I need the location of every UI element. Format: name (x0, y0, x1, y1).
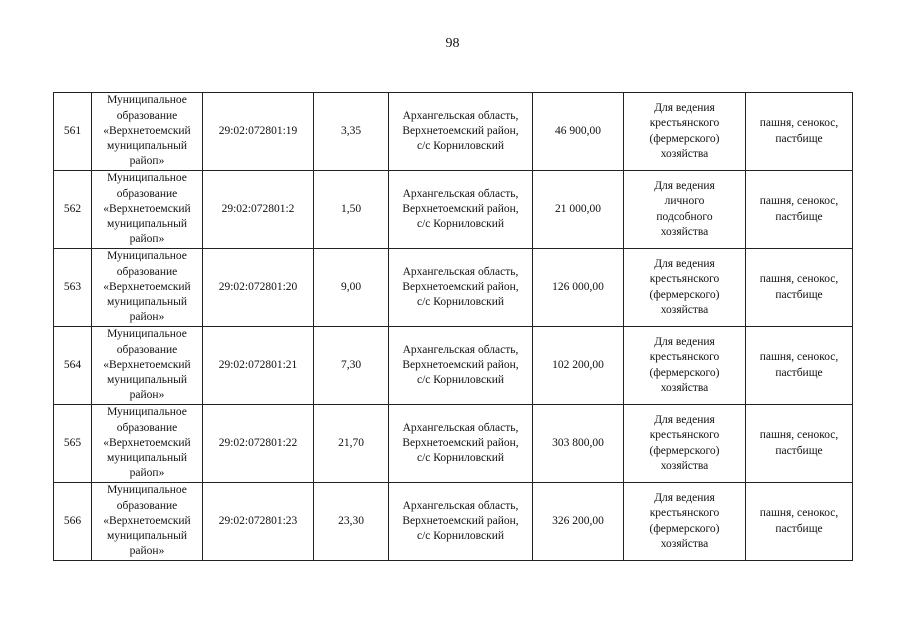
purpose-cell: Для ведения крестьянского (фермерского) хозяйства (624, 93, 746, 171)
table-row (54, 483, 853, 561)
area-cell: 7,30 (314, 327, 389, 405)
purpose-cell: Для ведения крестьянского (фермерского) хозяйства (624, 327, 746, 405)
purpose-cell: Для ведения личного подсобного хозяйства (624, 171, 746, 249)
cadastral-number-cell: 29:02:072801:19 (203, 93, 314, 171)
location-cell: Архангельская область, Верхнетоемский район, с/с Корниловский (389, 327, 533, 405)
cadastral-number-cell: 29:02:072801:22 (203, 405, 314, 483)
cadastral-number-cell: 29:02:072801:20 (203, 249, 314, 327)
location-cell: Архангельская область, Верхнетоемский район, с/с Корниловский (389, 249, 533, 327)
cadastral-number-cell: 29:02:072801:21 (203, 327, 314, 405)
value-cell: 126 000,00 (533, 249, 624, 327)
table-row (54, 93, 853, 171)
land-type-cell: пашня, сенокос, пастбище (746, 483, 853, 561)
area-cell: 1,50 (314, 171, 389, 249)
location-cell: Архангельская область, Верхнетоемский район, с/с Корниловский (389, 405, 533, 483)
row-number: 566 (54, 483, 92, 561)
owner-cell: Муниципальное образование «Верхнетоемский муниципальный райоп» (92, 171, 203, 249)
table-row (54, 249, 853, 327)
land-type-cell: пашня, сенокос, пастбище (746, 327, 853, 405)
value-cell: 21 000,00 (533, 171, 624, 249)
purpose-cell: Для ведения крестьянского (фермерского) хозяйства (624, 483, 746, 561)
land-plots-table (53, 92, 853, 561)
owner-cell: Муниципальное образование «Верхнетоемский муниципальный район» (92, 249, 203, 327)
owner-cell: Муниципальное образование «Верхнетоемский муниципальный район» (92, 483, 203, 561)
owner-cell: Муниципальное образование «Верхнетоемский муниципальный район» (92, 327, 203, 405)
row-number: 563 (54, 249, 92, 327)
owner-cell: Муниципальное образование «Верхнетоемский муниципальный райоп» (92, 93, 203, 171)
value-cell: 303 800,00 (533, 405, 624, 483)
location-cell: Архангельская область, Верхнетоемский район, с/с Корниловский (389, 171, 533, 249)
land-type-cell: пашня, сенокос, пастбище (746, 93, 853, 171)
location-cell: Архангельская область, Верхнетоемский район, с/с Корниловский (389, 483, 533, 561)
land-type-cell: пашня, сенокос, пастбище (746, 171, 853, 249)
value-cell: 102 200,00 (533, 327, 624, 405)
page-number: 98 (445, 36, 460, 51)
row-number: 561 (54, 93, 92, 171)
area-cell: 21,70 (314, 405, 389, 483)
row-number: 562 (54, 171, 92, 249)
cadastral-number-cell: 29:02:072801:2 (203, 171, 314, 249)
table-row (54, 405, 853, 483)
cadastral-number-cell: 29:02:072801:23 (203, 483, 314, 561)
value-cell: 326 200,00 (533, 483, 624, 561)
area-cell: 23,30 (314, 483, 389, 561)
purpose-cell: Для ведения крестьянского (фермерского) хозяйства (624, 405, 746, 483)
purpose-cell: Для ведения крестьянского (фермерского) хозяйства (624, 249, 746, 327)
location-cell: Архангельская область, Верхнетоемский район, с/с Корниловский (389, 93, 533, 171)
value-cell: 46 900,00 (533, 93, 624, 171)
land-type-cell: пашня, сенокос, пастбище (746, 249, 853, 327)
area-cell: 3,35 (314, 93, 389, 171)
table-row (54, 171, 853, 249)
owner-cell: Муниципальное образование «Верхнетоемский муниципальный райоп» (92, 405, 203, 483)
land-type-cell: пашня, сенокос, пастбище (746, 405, 853, 483)
area-cell: 9,00 (314, 249, 389, 327)
row-number: 564 (54, 327, 92, 405)
row-number: 565 (54, 405, 92, 483)
table-row (54, 327, 853, 405)
